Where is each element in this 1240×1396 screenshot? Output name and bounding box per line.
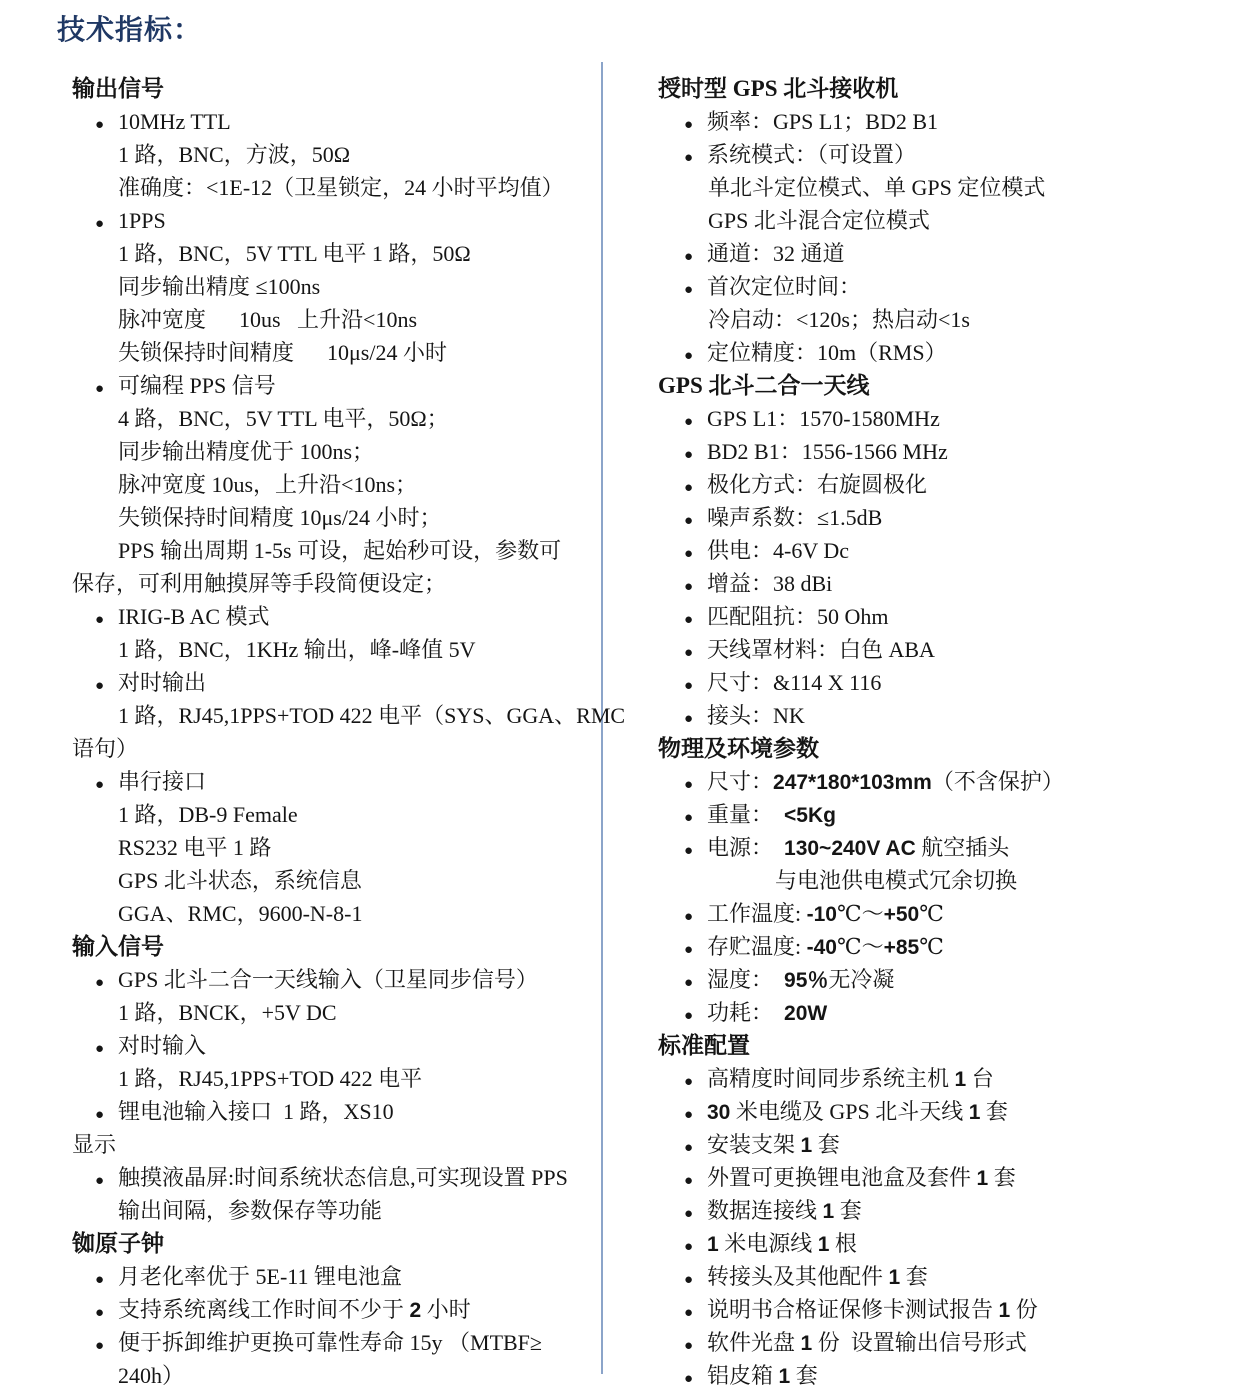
spec-text: 单北斗定位模式、单 GPS 定位模式 [708, 175, 1046, 200]
bullet-icon [95, 963, 118, 1000]
section-header-output-signals: 输出信号 [72, 76, 164, 101]
spec-text: 米电缆及 GPS 北斗天线 [730, 1099, 969, 1124]
bullet-icon [684, 1260, 707, 1297]
spec-line [58, 501, 594, 534]
bullet-icon [95, 666, 118, 703]
spec-value: 1 [998, 1299, 1011, 1322]
spec-line [58, 468, 594, 501]
spec-value: +85 [883, 936, 920, 959]
spec-value: 1 [822, 1200, 835, 1223]
bullet-icon [684, 468, 707, 505]
spec-text: 系统模式：（可设置） [707, 142, 917, 167]
spec-text: 1 路，BNC，5V TTL 电平 1 路，50Ω [118, 241, 471, 266]
spec-text: 接头：NK [707, 703, 805, 728]
spec-item [58, 1260, 594, 1293]
spec-line [644, 864, 1224, 897]
spec-text: 串行接口 [118, 769, 207, 794]
spec-value: 1 [778, 1365, 791, 1388]
spec-text: 套 [988, 1165, 1016, 1190]
spec-item [644, 138, 1224, 171]
spec-text: 触摸液晶屏:时间系统状态信息,可实现设置 PPS [118, 1165, 568, 1190]
bullet-icon [684, 963, 707, 1000]
spec-text: GPS 北斗二合一天线输入（卫星同步信号） [118, 967, 538, 992]
spec-item [644, 1194, 1224, 1227]
spec-text: 1 路，RJ45,1PPS+TOD 422 电平（SYS、GGA、RMC [118, 703, 626, 728]
bullet-icon [684, 336, 707, 373]
spec-text: 可编程 PPS 信号 [118, 373, 276, 398]
bullet-icon [684, 237, 707, 274]
spec-item [644, 468, 1224, 501]
spec-item [58, 666, 594, 699]
spec-item [644, 237, 1224, 270]
spec-text: 套 [900, 1264, 928, 1289]
bullet-icon [684, 1161, 707, 1198]
spec-text: 月老化率优于 5E-11 锂电池盒 [118, 1264, 402, 1289]
spec-text: 套 [834, 1198, 862, 1223]
spec-text: 安装支架 [707, 1132, 801, 1157]
bullet-icon [684, 270, 707, 307]
bullet-icon [684, 666, 707, 703]
spec-text: 定位精度：10m（RMS） [707, 340, 947, 365]
spec-line [58, 534, 594, 567]
bullet-icon [95, 369, 118, 406]
section-header-rubidium-clock: 铷原子钟 [72, 1231, 164, 1256]
spec-line [644, 204, 1224, 237]
spec-line [644, 303, 1224, 336]
bullet-icon [684, 897, 707, 934]
spec-text: 天线罩材料：白色 ABA [707, 637, 935, 662]
spec-item [644, 534, 1224, 567]
spec-item [58, 1293, 594, 1326]
spec-item [644, 336, 1224, 369]
spec-line [58, 270, 594, 303]
spec-value: -40 [806, 936, 837, 959]
spec-item [58, 600, 594, 633]
spec-item [644, 831, 1224, 864]
spec-text: 功耗： [707, 1000, 785, 1025]
spec-text: 冷启动：<120s；热启动<1s [708, 307, 970, 332]
spec-text: 小时 [421, 1297, 471, 1322]
spec-text: 1 路，RJ45,1PPS+TOD 422 电平 [118, 1066, 423, 1091]
spec-text: GGA、RMC，9600-N-8-1 [118, 901, 363, 926]
spec-text: 尺寸：&114 X 116 [707, 670, 882, 695]
spec-text: 240h） [118, 1363, 185, 1388]
spec-line [58, 831, 594, 864]
spec-item [644, 996, 1224, 1029]
spec-item [644, 1359, 1224, 1392]
spec-text: 重量： [707, 802, 785, 827]
spec-text: 锂电池输入接口 1 路，XS10 [118, 1099, 394, 1124]
spec-value: 1 [817, 1233, 830, 1256]
spec-text: 便于拆卸维护更换可靠性寿命 15y （MTBF≥ [118, 1330, 542, 1355]
spec-text: 4 路，BNC，5V TTL 电平，50Ω； [118, 406, 449, 431]
spec-text: 套 [790, 1363, 818, 1388]
spec-item [644, 666, 1224, 699]
spec-item [644, 1062, 1224, 1095]
spec-value: 2 [409, 1299, 422, 1322]
spec-line [58, 897, 594, 930]
spec-text: 外置可更换锂电池盒及套件 [707, 1165, 977, 1190]
spec-text: ℃～ [836, 901, 884, 926]
spec-item [644, 1095, 1224, 1128]
spec-value: 247*180*103mm [773, 771, 932, 794]
spec-item [58, 1161, 594, 1194]
spec-line [58, 1062, 594, 1095]
spec-text: 说明书合格证保修卡测试报告 [707, 1297, 999, 1322]
spec-value: 1 [888, 1266, 901, 1289]
spec-text: 软件光盘 [707, 1330, 801, 1355]
spec-text: 脉冲宽度 10us，上升沿<10ns； [118, 472, 418, 497]
spec-line [58, 138, 594, 171]
bullet-icon [684, 534, 707, 571]
page-title: 技术指标： [57, 14, 203, 45]
spec-line [58, 402, 594, 435]
spec-line [58, 699, 626, 732]
spec-text: 1 路，BNCK，+5V DC [118, 1000, 337, 1025]
spec-text: ℃ [919, 901, 944, 926]
spec-item [644, 270, 1224, 303]
bullet-icon [684, 1128, 707, 1165]
spec-text: 增益：38 dBi [707, 571, 833, 596]
section-header-standard-config: 标准配置 [658, 1033, 750, 1058]
spec-text: 套 [980, 1099, 1008, 1124]
spec-item [644, 930, 1224, 963]
spec-text: 高精度时间同步系统主机 [707, 1066, 955, 1091]
spec-item [58, 204, 594, 237]
bullet-icon [684, 831, 707, 868]
spec-text: 同步输出精度 ≤100ns [118, 274, 321, 299]
bullet-icon [95, 765, 118, 802]
bullet-icon [95, 204, 118, 241]
spec-item [644, 1260, 1224, 1293]
spec-text: 供电：4-6V Dc [707, 538, 849, 563]
spec-text: BD2 B1：1556-1566 MHz [707, 439, 948, 464]
spec-line [58, 336, 594, 369]
spec-text: 失锁保持时间精度 10μs/24 小时； [118, 505, 442, 530]
bullet-icon [95, 1293, 118, 1330]
spec-line [58, 567, 594, 600]
spec-text: 保存，可利用触摸屏等手段简便设定； [72, 571, 447, 596]
spec-value: 1 [707, 1233, 719, 1256]
bullet-icon [684, 1293, 707, 1330]
spec-text: 10MHz TTL [118, 109, 231, 134]
spec-text: （不含保护） [931, 769, 1064, 794]
spec-text: 与电池供电模式冗余切换 [775, 868, 1018, 893]
spec-item [644, 1128, 1224, 1161]
spec-text: 支持系统离线工作时间不少于 [118, 1297, 410, 1322]
spec-text: 1 路，DB-9 Female [118, 802, 298, 827]
bullet-icon [684, 1194, 707, 1231]
spec-text: 尺寸： [707, 769, 774, 794]
bullet-icon [684, 1095, 707, 1132]
spec-value: 130~240V AC [784, 837, 916, 860]
section-header-antenna: GPS 北斗二合一天线 [658, 373, 870, 398]
spec-text: 电源： [707, 835, 785, 860]
spec-item [58, 765, 594, 798]
spec-line [58, 732, 594, 765]
spec-item [644, 1326, 1224, 1359]
section-header-physical-env: 物理及环境参数 [658, 736, 819, 761]
section-header-display: 显示 [72, 1132, 117, 1157]
bullet-icon [684, 501, 707, 538]
right-column [644, 72, 1224, 1392]
bullet-icon [684, 699, 707, 736]
spec-item [644, 633, 1224, 666]
spec-text: PPS 输出周期 1-5s 可设，起始秒可设，参数可 [118, 538, 562, 563]
spec-text: 湿度： [707, 967, 785, 992]
spec-item [644, 567, 1224, 600]
spec-line [58, 1194, 594, 1227]
bullet-icon [684, 105, 707, 142]
spec-value: 1 [800, 1134, 813, 1157]
bullet-icon [684, 996, 707, 1033]
spec-item [58, 963, 594, 996]
bullet-icon [684, 765, 707, 802]
spec-value: <5Kg [784, 804, 836, 827]
spec-line [58, 171, 594, 204]
spec-value: 20W [784, 1002, 828, 1025]
spec-text: 航空插头 [915, 835, 1010, 860]
spec-text: ℃ [919, 934, 944, 959]
spec-item [58, 369, 594, 402]
spec-text: 台 [966, 1066, 994, 1091]
spec-value: 1 [968, 1101, 981, 1124]
bullet-icon [95, 600, 118, 637]
bullet-icon [95, 1161, 118, 1198]
bullet-icon [684, 930, 707, 967]
bullet-icon [684, 600, 707, 637]
bullet-icon [684, 1227, 707, 1264]
section-header-input-signals: 输入信号 [72, 934, 164, 959]
spec-text: 数据连接线 [707, 1198, 823, 1223]
spec-text: 极化方式：右旋圆极化 [707, 472, 928, 497]
bullet-icon [684, 1326, 707, 1363]
left-column [58, 72, 626, 1392]
spec-line [58, 996, 594, 1029]
spec-item [58, 1095, 594, 1128]
spec-line [58, 435, 594, 468]
spec-text: 对时输入 [118, 1033, 207, 1058]
spec-text: 噪声系数：≤1.5dB [707, 505, 883, 530]
spec-item [644, 435, 1224, 468]
bullet-icon [684, 798, 707, 835]
spec-line [644, 171, 1224, 204]
spec-text: 对时输出 [118, 670, 207, 695]
spec-text: GPS 北斗混合定位模式 [708, 208, 930, 233]
spec-item [644, 1161, 1224, 1194]
spec-item [58, 1326, 594, 1359]
spec-item [644, 897, 1224, 930]
bullet-icon [95, 1095, 118, 1132]
spec-text: 脉冲宽度 10us 上升沿<10ns [118, 307, 418, 332]
bullet-icon [684, 1062, 707, 1099]
spec-text: 份 设置输出信号形式 [812, 1330, 1027, 1355]
spec-item [644, 963, 1224, 996]
spec-item [644, 501, 1224, 534]
spec-text: 根 [829, 1231, 857, 1256]
spec-text: 失锁保持时间精度 10μs/24 小时 [118, 340, 447, 365]
spec-text: 准确度：<1E-12（卫星锁定，24 小时平均值） [118, 175, 564, 200]
spec-text: ℃～ [836, 934, 884, 959]
spec-item [644, 105, 1224, 138]
spec-value: -10 [806, 903, 837, 926]
spec-text: 语句） [72, 736, 139, 761]
spec-line [58, 237, 594, 270]
spec-text: 无冷凝 [828, 967, 895, 992]
bullet-icon [684, 633, 707, 670]
spec-text: 首次定位时间： [707, 274, 862, 299]
spec-text: 1 路，BNC，方波，50Ω [118, 142, 351, 167]
spec-item [644, 699, 1224, 732]
spec-item [58, 1029, 594, 1062]
bullet-icon [684, 138, 707, 175]
spec-item [644, 765, 1224, 798]
spec-item [58, 105, 594, 138]
spec-text: 工作温度: [707, 901, 807, 926]
spec-text: GPS 北斗状态，系统信息 [118, 868, 362, 893]
spec-line [58, 633, 594, 666]
spec-item [644, 600, 1224, 633]
bullet-icon [95, 105, 118, 142]
spec-text: 套 [812, 1132, 840, 1157]
spec-text: 匹配阻抗：50 Ohm [707, 604, 889, 629]
bullet-icon [95, 1326, 118, 1363]
spec-item [644, 1293, 1224, 1326]
spec-line [58, 1359, 594, 1392]
spec-value: 1 [976, 1167, 989, 1190]
spec-text: 1PPS [118, 208, 166, 233]
bullet-icon [684, 1359, 707, 1396]
spec-value: +50 [883, 903, 920, 926]
spec-item [644, 798, 1224, 831]
spec-text: 1 路，BNC，1KHz 输出，峰-峰值 5V [118, 637, 476, 662]
spec-text: 米电源线 [718, 1231, 818, 1256]
spec-text: 通道：32 通道 [707, 241, 845, 266]
spec-line [58, 798, 594, 831]
spec-item [644, 1227, 1224, 1260]
spec-item [644, 402, 1224, 435]
bullet-icon [95, 1029, 118, 1066]
bullet-icon [95, 1260, 118, 1297]
spec-line [58, 303, 594, 336]
spec-text: 铝皮箱 [707, 1363, 779, 1388]
spec-text: 输出间隔，参数保存等功能 [118, 1198, 383, 1223]
spec-value: 1 [954, 1068, 967, 1091]
spec-text: 份 [1010, 1297, 1038, 1322]
bullet-icon [684, 435, 707, 472]
spec-text: 存贮温度: [707, 934, 807, 959]
spec-text: RS232 电平 1 路 [118, 835, 272, 860]
spec-text: 频率：GPS L1；BD2 B1 [707, 109, 939, 134]
section-header-gps-receiver: 授时型 GPS 北斗接收机 [658, 76, 899, 101]
bullet-icon [684, 402, 707, 439]
spec-text: IRIG-B AC 模式 [118, 604, 270, 629]
spec-value: 1 [800, 1332, 813, 1355]
spec-text: 转接头及其他配件 [707, 1264, 889, 1289]
bullet-icon [684, 567, 707, 604]
spec-value: 95％ [784, 969, 829, 992]
spec-value: 30 [707, 1101, 731, 1124]
spec-text: GPS L1：1570-1580MHz [707, 406, 940, 431]
spec-text: 同步输出精度优于 100ns； [118, 439, 375, 464]
spec-line [58, 864, 594, 897]
